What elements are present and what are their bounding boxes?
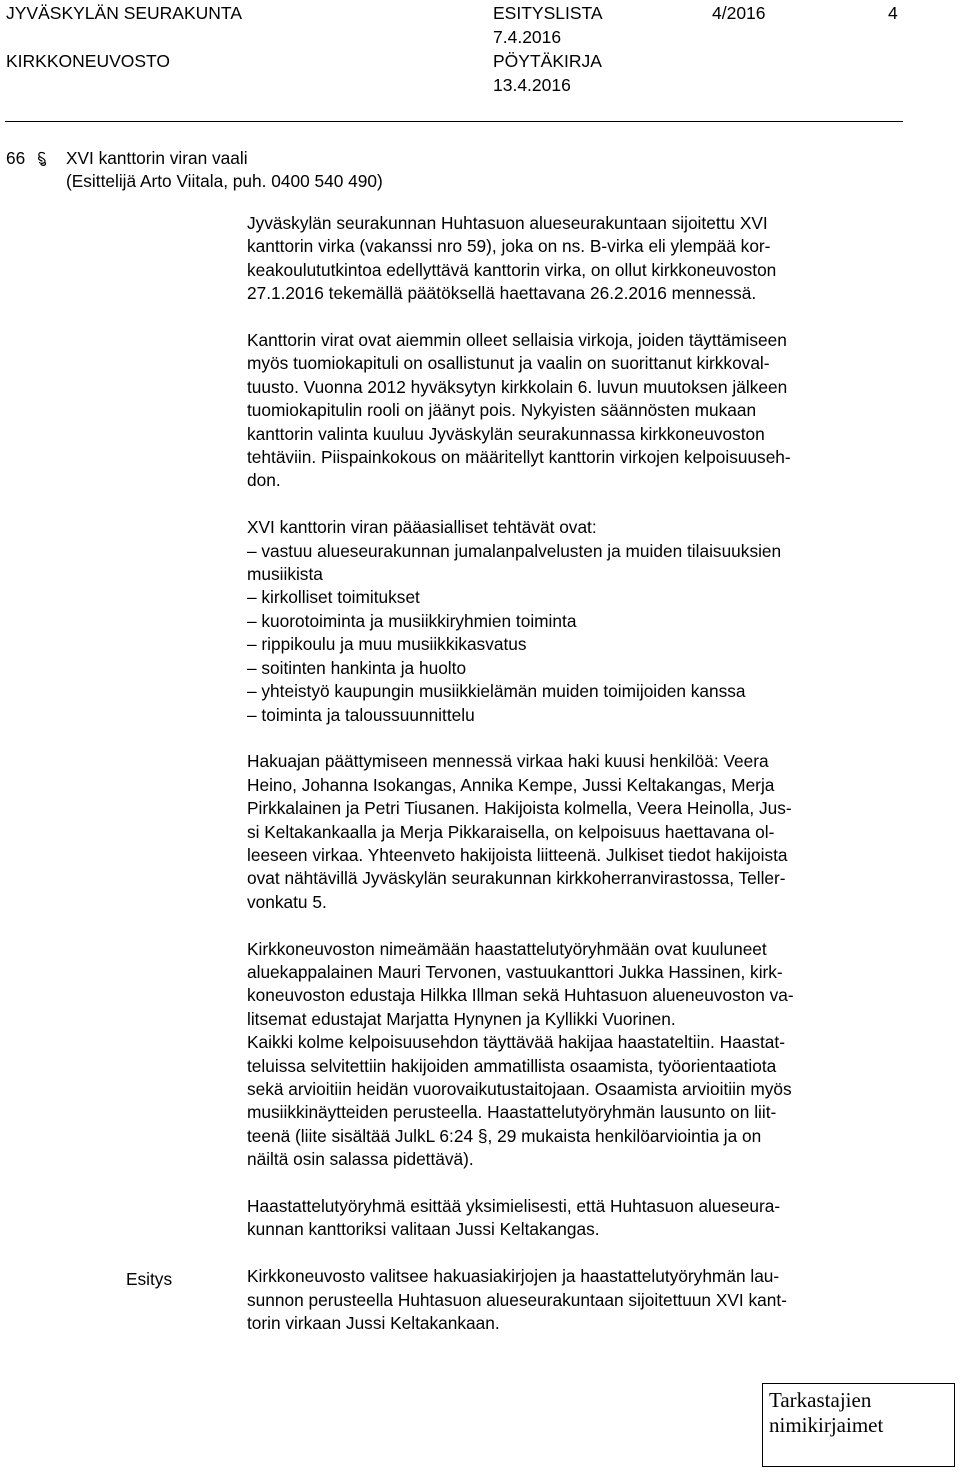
agenda-date: 7.4.2016	[493, 27, 562, 47]
text-line: leeseen virkaa. Yhteenveto hakijoista liitteenä. Julkiset tiedot hakijoista	[247, 844, 788, 865]
text-line: si Keltakankaalla ja Merja Pikkaraisella, on kelpoisuus haettavana ol-	[247, 821, 775, 842]
text-line: Jyväskylän seurakunnan Huhtasuon alueseurakuntaan sijoitettu XVI	[247, 213, 768, 233]
signature-box-line: Tarkastajien	[769, 1388, 872, 1412]
text-line: kunnan kanttoriksi valitaan Jussi Keltakangas.	[247, 1219, 600, 1240]
proposal-label: Esitys	[126, 1269, 173, 1289]
signature-box	[762, 1383, 955, 1467]
text-line: Kirkkoneuvosto valitsee hakuasiakirjojen ja haastattelutyöryhmän lau-	[247, 1266, 780, 1287]
list-item: – kirkolliset toimitukset	[247, 587, 420, 608]
section-presenter: (Esittelijä Arto Viitala, puh. 0400 540 490)	[66, 171, 383, 191]
text-line: torin virkaan Jussi Keltakankaan.	[247, 1313, 500, 1333]
duties-intro: XVI kanttorin viran pääasialliset tehtävät ovat:	[247, 517, 597, 538]
text-line: myös tuomiokapituli on osallistunut ja vaalin on suorittanut kirkkoval-	[247, 353, 770, 374]
minutes-date: 13.4.2016	[493, 75, 571, 95]
list-item: – yhteistyö kaupungin musiikkielämän muiden toimijoiden kanssa	[247, 681, 746, 702]
text-line: litsemat edustajat Marjatta Hynynen ja Kyllikki Vuorinen.	[247, 1008, 676, 1029]
section-title: XVI kanttorin viran vaali	[66, 148, 248, 168]
list-item: musiikista	[247, 564, 323, 585]
text-line: tuusto. Vuonna 2012 hyväksytyn kirkkolain 6. luvun muutoksen jälkeen	[247, 376, 788, 397]
text-line: don.	[247, 470, 281, 491]
text-line: Pirkkalainen ja Petri Tiusanen. Hakijoista kolmella, Veera Heinolla, Jus-	[247, 798, 792, 819]
proposal-text	[247, 1265, 907, 1335]
duties-list	[247, 516, 907, 727]
text-line: teluissa selvitettiin hakijoiden ammatillista osaamista, työorientaatiota	[247, 1055, 777, 1076]
list-item: – soitinten hankinta ja huolto	[247, 657, 467, 678]
paragraph-vacancy	[247, 212, 907, 306]
text-line: Kaikki kolme kelpoisuusehdon täyttävää hakijaa haastateltiin. Haastat-	[247, 1032, 785, 1053]
signature-box-line: nimikirjaimet	[769, 1413, 884, 1437]
text-line: koneuvoston edustaja Hilkka Illman sekä Huhtasuon alueneuvoston va-	[247, 985, 794, 1006]
text-line: näiltä osin salassa pidettävä).	[247, 1149, 474, 1170]
text-line: Hakuajan päättymiseen mennessä virkaa haki kuusi henkilöä: Veera	[247, 751, 769, 772]
text-line: Haastattelutyöryhmä esittää yksimielisesti, että Huhtasuon alueseura-	[247, 1195, 781, 1216]
paragraph-applicants	[247, 750, 907, 914]
section-icon	[35, 150, 49, 168]
list-item: – rippikoulu ja muu musiikkikasvatus	[247, 634, 527, 655]
doc-type-minutes: PÖYTÄKIRJA	[493, 51, 602, 71]
header-divider	[5, 121, 903, 122]
paragraph-recommendation	[247, 1195, 907, 1242]
text-line: vonkatu 5.	[247, 891, 327, 912]
text-line: kanttorin virka (vakanssi nro 59), joka on ns. B-virka eli ylempää kor-	[247, 236, 771, 257]
text-line: 27.1.2016 tekemällä päätöksellä haettavana 26.2.2016 mennessä.	[247, 283, 757, 304]
paragraph-background	[247, 329, 907, 493]
text-line: kanttorin valinta kuuluu Jyväskylän seurakunnassa kirkkoneuvoston	[247, 423, 765, 444]
list-item: – vastuu alueseurakunnan jumalanpalvelusten ja muiden tilaisuuksien	[247, 540, 782, 561]
section-number: 66	[6, 148, 26, 168]
page-number: 4	[888, 3, 898, 23]
text-line: Heino, Johanna Isokangas, Annika Kempe, Jussi Keltakangas, Merja	[247, 774, 775, 795]
text-line: ovat nähtävillä Jyväskylän seurakunnan kirkkoherranvirastossa, Teller-	[247, 868, 786, 889]
paragraph-interview	[247, 938, 907, 1172]
text-line: keakoulututkintoa edellyttävä kanttorin virka, on ollut kirkkoneuvoston	[247, 259, 777, 280]
text-line: sekä arvioitiin heidän vuorovaikutustaitojaan. Osaamista arvioitiin myös	[247, 1078, 792, 1099]
text-line: sunnon perusteella Huhtasuon alueseurakuntaan sijoitettuun XVI kant-	[247, 1289, 787, 1310]
text-line: aluekappalainen Mauri Tervonen, vastuukanttori Jukka Hassinen, kirk-	[247, 961, 783, 982]
text-line: Kirkkoneuvoston nimeämään haastattelutyöryhmään ovat kuuluneet	[247, 938, 767, 959]
doc-type-agenda: ESITYSLISTA	[493, 3, 603, 23]
document-number: 4/2016	[712, 3, 766, 23]
text-line: teenä (liite sisältää JulkL 6:24 §, 29 mukaista henkilöarviointia ja on	[247, 1125, 762, 1146]
text-line: Kanttorin virat ovat aiemmin olleet sellaisia virkoja, joiden täyttämiseen	[247, 330, 787, 351]
text-line: tehtäviin. Piispainkokous on määritellyt kanttorin virkojen kelpoisuuseh-	[247, 447, 791, 468]
text-line: musiikkinäytteiden perusteella. Haastattelutyöryhmän lausunto on liit-	[247, 1102, 777, 1123]
text-line: tuomiokapitulin rooli on jäänyt pois. Nykyisten säännösten mukaan	[247, 400, 757, 421]
list-item: – toiminta ja taloussuunnittelu	[247, 704, 475, 725]
list-item: – kuorotoiminta ja musiikkiryhmien toiminta	[247, 610, 577, 631]
org-name: JYVÄSKYLÄN SEURAKUNTA	[6, 3, 242, 23]
board-name: KIRKKONEUVOSTO	[6, 51, 171, 71]
body-text	[247, 212, 907, 1359]
